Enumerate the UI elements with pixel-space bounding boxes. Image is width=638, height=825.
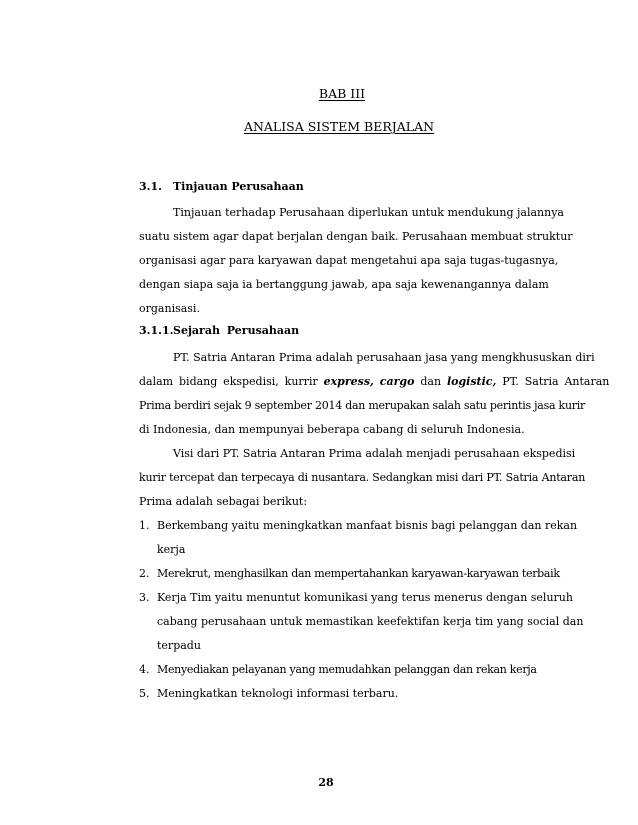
list-item-line: Merekrut, menghasilkan dan mempertahankan karyawan-karyawan terbaik (157, 567, 560, 580)
list-item-line: Kerja Tim yaitu menuntut komunikasi yang terus menerus dengan seluruh (157, 591, 573, 604)
italic-term: cargo (379, 375, 415, 388)
list-item-line: Berkembang yaitu meningkatkan manfaat bisnis bagi pelanggan dan rekan (157, 519, 578, 532)
paragraph-line: Tinjauan terhadap Perusahaan diperlukan untuk mendukung jalannya (173, 206, 564, 219)
paragraph-line: suatu sistem agar dapat berjalan dengan baik. Perusahaan membuat struktur (139, 230, 573, 243)
text-run: dalam bidang ekspedisi, kurrir (139, 375, 324, 388)
list-item-number: 3. (139, 591, 150, 604)
text-run: PT. Satria Antaran (496, 375, 610, 388)
section-title: Tinjauan Perusahaan (173, 180, 304, 193)
paragraph-line: dengan siapa saja ia bertanggung jawab, apa saja kewenangannya dalam (139, 278, 549, 291)
list-item-number: 2. (139, 567, 150, 580)
paragraph-line: organisasi. (139, 302, 200, 315)
paragraph-line: PT. Satria Antaran Prima adalah perusahaan jasa yang mengkhususkan diri (173, 351, 595, 364)
paragraph-line: kurir tercepat dan terpecaya di nusantara. Sedangkan misi dari PT. Satria Antaran (139, 471, 586, 484)
chapter-title: ANALISA SISTEM BERJALAN (243, 119, 435, 134)
section-number: 3.1. (139, 180, 162, 193)
text-run: dan (414, 375, 447, 388)
paragraph-line: organisasi agar para karyawan dapat mengetahui apa saja tugas-tugasnya, (139, 254, 559, 267)
list-item-number: 1. (139, 519, 150, 532)
section-title: Sejarah Perusahaan (173, 324, 300, 337)
italic-term: logistic, (446, 375, 497, 388)
paragraph-line: Visi dari PT. Satria Antaran Prima adalah menjadi perusahaan ekspedisi (173, 447, 576, 460)
list-item-number: 5. (139, 687, 150, 700)
list-item-line: terpadu (157, 639, 201, 652)
italic-term: express, (323, 375, 374, 388)
paragraph-line-mixed (139, 375, 610, 389)
paragraph-line: Prima berdiri sejak 9 september 2014 dan merupakan salah satu perintis jasa kurir (139, 399, 586, 412)
paragraph-line: di Indonesia, dan mempunyai beberapa cabang di seluruh Indonesia. (139, 423, 525, 436)
page-number: 28 (318, 776, 334, 789)
list-item-line: cabang perusahaan untuk memastikan keefektifan kerja tim yang social dan (157, 615, 584, 628)
list-item-line: kerja (157, 543, 186, 556)
list-item-line: Menyediakan pelayanan yang memudahkan pelanggan dan rekan kerja (157, 663, 537, 676)
chapter-heading: BAB III (318, 86, 366, 101)
paragraph-line: Prima adalah sebagai berikut: (139, 495, 308, 508)
section-number: 3.1.1. (139, 324, 174, 337)
list-item-number: 4. (139, 663, 150, 676)
list-item-line: Meningkatkan teknologi informasi terbaru. (157, 687, 399, 700)
